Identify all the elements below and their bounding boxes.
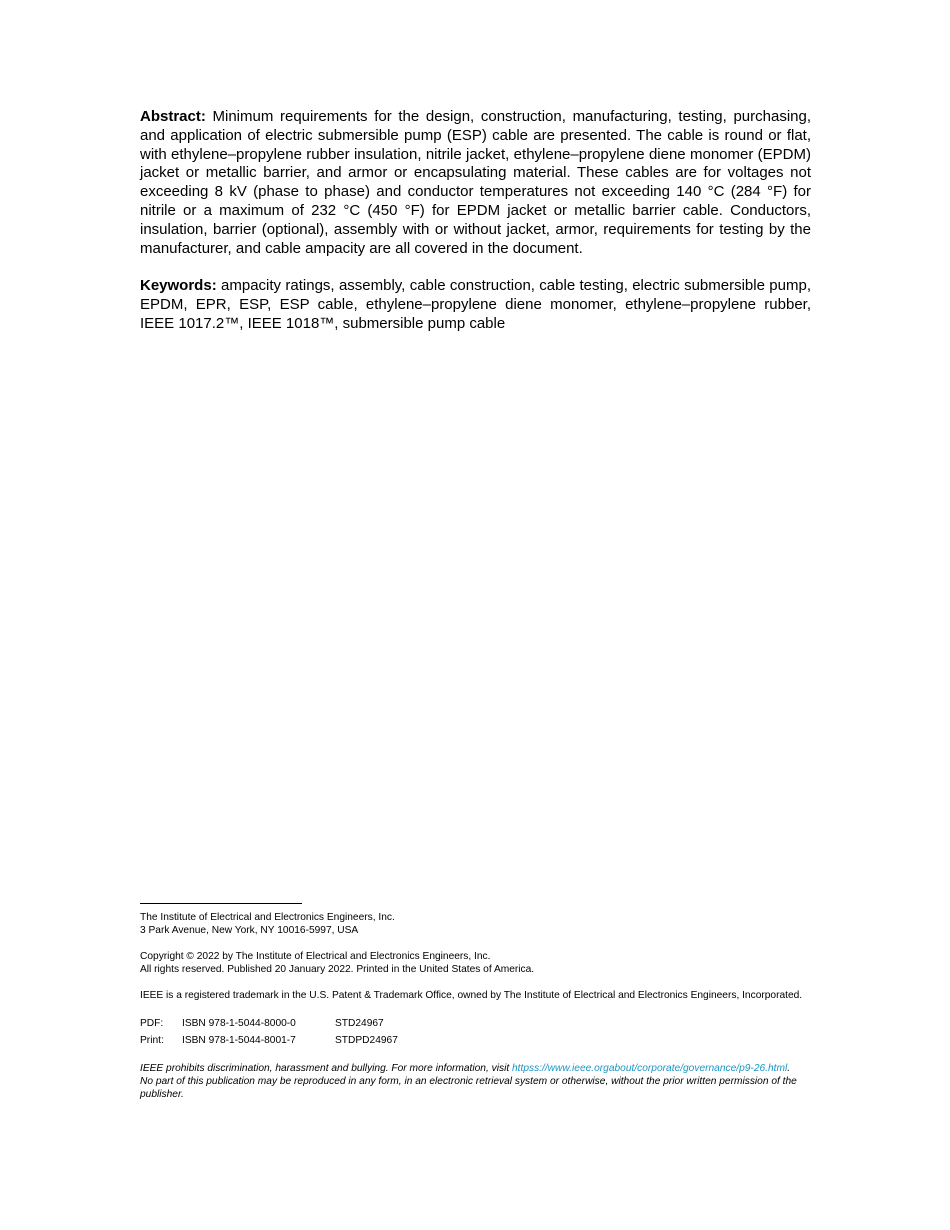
- abstract-label: Abstract:: [140, 108, 206, 125]
- org-name: The Institute of Electrical and Electronics Engineers, Inc.: [140, 912, 395, 923]
- keywords-label: Keywords:: [140, 277, 217, 295]
- publisher-block: [140, 911, 811, 937]
- trademark-block: [140, 989, 811, 1002]
- isbn-number: ISBN 978-1-5044-8000-0: [182, 1018, 296, 1029]
- copyright-block: [140, 950, 811, 976]
- discrimination-notice: [140, 1062, 811, 1075]
- copyright-line: Copyright © 2022 by The Institute of Electrical and Electronics Engineers, Inc.: [140, 951, 491, 962]
- footer: [140, 903, 811, 1114]
- discrimination-text: IEEE prohibits discrimination, harassment and bullying. For more information, visit: [140, 1063, 512, 1074]
- keywords-paragraph: [140, 277, 811, 333]
- org-address: 3 Park Avenue, New York, NY 10016-5997, USA: [140, 925, 359, 936]
- abstract-text: Minimum requirements for the design, construction, manufacturing, testing, purchasing, and application of electric submersible pump (ESP) cable are presented. The cable is round or flat, with ethylene–propylene rubber insulation, nitrile jacket, ethylene–propylene diene monomer (EPDM) jacket or metallic barrier, and armor or encapsulating material. These cables are for voltages not exceeding 8 kV (phase to phase) and conductor temperatures not exceeding 140 °C (284 °F) for nitrile or a maximum of 232 °C (450 °F) for EPDM jacket or metallic barrier cable. Conductors, insulation, barrier (optional), assembly with or without jacket, armor, requirements for testing by the manufacturer, and cable ampacity are all covered in the document.: [140, 108, 811, 257]
- isbn-format: PDF:: [140, 1018, 164, 1029]
- isbn-format: Print:: [140, 1035, 164, 1046]
- abstract-paragraph: [140, 108, 811, 258]
- keywords-text: ampacity ratings, assembly, cable construction, cable testing, electric submersible pump, EPDM, EPR, ESP, ESP cable, ethylene–propylene diene monomer, ethylene–propylene rubber, IEEE 1017.2™, IEEE 1018™, submersible pump cable: [140, 277, 811, 332]
- governance-link[interactable]: httpss://www.ieee.orgabout/corporate/governance/p9-26.html: [512, 1063, 788, 1074]
- discrimination-end: .: [787, 1063, 791, 1074]
- rights-line: All rights reserved. Published 20 January 2022. Printed in the United States of America.: [140, 964, 535, 975]
- isbn-row-pdf: [140, 1015, 811, 1032]
- document-body: [140, 108, 811, 334]
- legal-notices: [140, 1062, 811, 1101]
- isbn-row-print: [140, 1032, 811, 1049]
- isbn-number: ISBN 978-1-5044-8001-7: [182, 1035, 296, 1046]
- reproduction-notice: No part of this publication may be reproduced in any form, in an electronic retrieval system or otherwise, without the prior written permission of the publisher.: [140, 1076, 797, 1100]
- trademark-notice: IEEE is a registered trademark in the U.S. Patent & Trademark Office, owned by The Institute of Electrical and Electronics Engineers, Incorporated.: [140, 990, 803, 1001]
- isbn-code: STD24967: [335, 1018, 384, 1029]
- footer-divider: [140, 903, 302, 904]
- isbn-table: [140, 1015, 811, 1049]
- isbn-code: STDPD24967: [335, 1035, 398, 1046]
